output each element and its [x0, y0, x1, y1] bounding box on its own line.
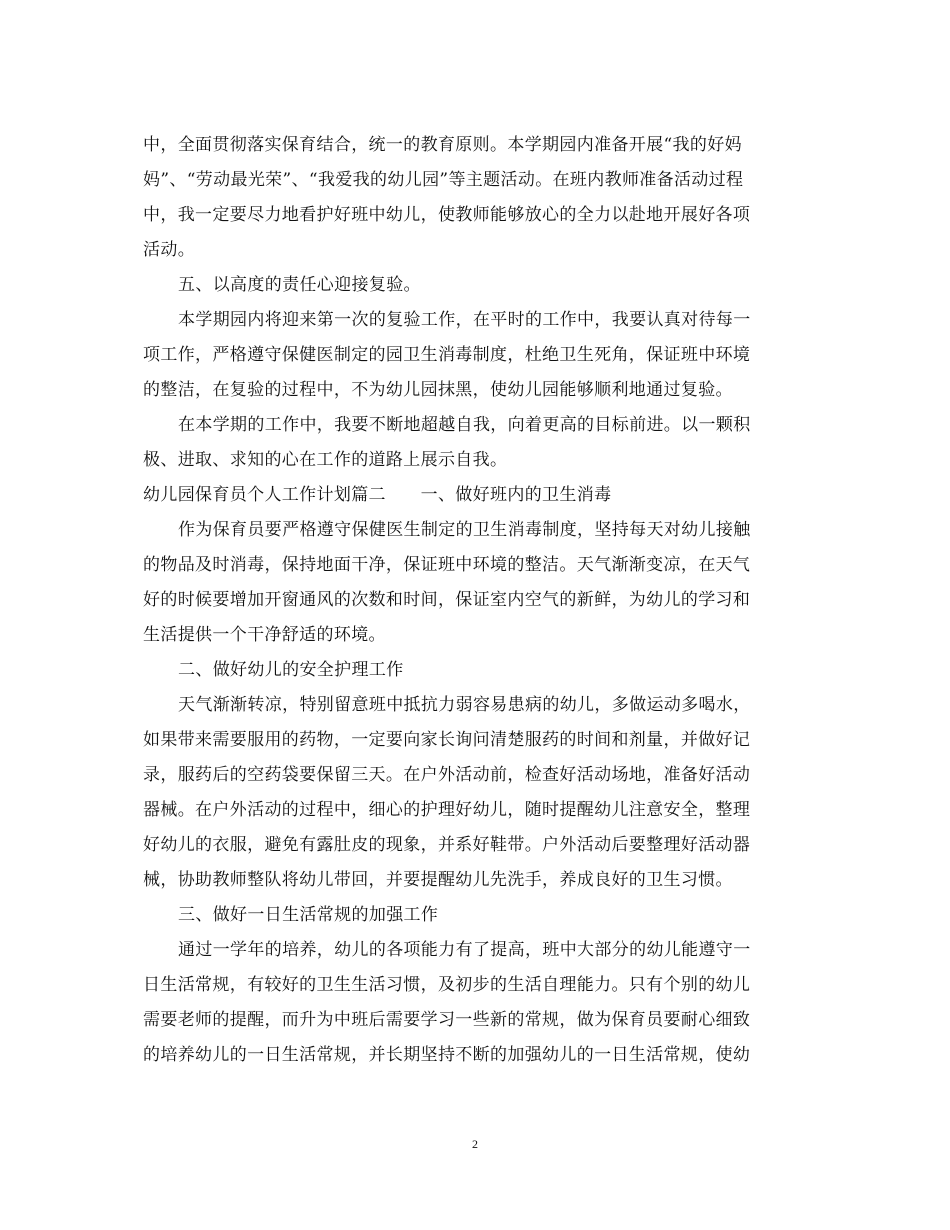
text-line: 五、以高度的责任心迎接复验。 — [178, 275, 421, 295]
text-line: 作为保育员要严格遵守保健医生制定的卫生消毒制度，坚持每天对幼儿接触 — [178, 520, 751, 540]
text-line: 器械。在户外活动的过程中，细心的护理好幼儿，随时提醒幼儿注意安全，整理 — [143, 800, 751, 820]
text-line: 日生活常规，有较好的卫生生活习惯，及初步的生活自理能力。只有个别的幼儿 — [143, 975, 751, 995]
text-line: 本学期园内将迎来第一次的复验工作，在平时的工作中，我要认真对待每一 — [178, 310, 751, 330]
text-line: 在本学期的工作中，我要不断地超越自我，向着更高的目标前进。以一颗积 — [178, 415, 751, 435]
text-line: 如果带来需要服用的药物，一定要向家长询问清楚服药的时间和剂量，并做好记 — [143, 730, 751, 750]
text-line: 的培养幼儿的一日生活常规，并长期坚持不断的加强幼儿的一日生活常规，使幼 — [143, 1045, 751, 1065]
text-line: 极、进取、求知的心在工作的道路上展示自我。 — [143, 450, 508, 470]
text-line: 录，服药后的空药袋要保留三天。在户外活动前，检查好活动场地，准备好活动 — [143, 765, 751, 785]
text-line: 好幼儿的衣服，避免有露肚皮的现象，并系好鞋带。户外活动后要整理好活动器 — [143, 835, 751, 855]
text-line: 三、做好一日生活常规的加强工作 — [178, 905, 439, 925]
text-line: 通过一学年的培养，幼儿的各项能力有了提高，班中大部分的幼儿能遵守一 — [178, 940, 751, 960]
text-line: 中，我一定要尽力地看护好班中幼儿，使教师能够放心的全力以赴地开展好各项 — [143, 205, 751, 225]
text-line: 天气渐渐转凉，特别留意班中抵抗力弱容易患病的幼儿，多做运动多喝水， — [178, 695, 751, 715]
text-line: 项工作，严格遵守保健医制定的园卫生消毒制度，杜绝卫生死角，保证班中环境 — [143, 345, 751, 365]
text-line: 活动。 — [143, 240, 196, 260]
text-line: 幼儿园保育员个人工作计划篇二 一、做好班内的卫生消毒 — [143, 485, 612, 505]
text-line: 二、做好幼儿的安全护理工作 — [178, 660, 404, 680]
text-line: 械，协助教师整队将幼儿带回，并要提醒幼儿先洗手，养成良好的卫生习惯。 — [143, 870, 733, 890]
text-line: 中，全面贯彻落实保育结合，统一的教育原则。本学期园内准备开展“我的好妈 — [143, 135, 742, 155]
text-line: 的物品及时消毒，保持地面干净，保证班中环境的整洁。天气渐渐变凉，在天气 — [143, 555, 751, 575]
text-line: 妈”、“劳动最光荣”、“我爱我的幼儿园”等主题活动。在班内教师准备活动过程 — [143, 170, 744, 190]
text-line: 的整洁，在复验的过程中，不为幼儿园抹黑，使幼儿园能够顺利地通过复验。 — [143, 380, 733, 400]
text-line: 生活提供一个干净舒适的环境。 — [143, 625, 386, 645]
text-line: 好的时候要增加开窗通风的次数和时间，保证室内空气的新鲜，为幼儿的学习和 — [143, 590, 751, 610]
document-body — [143, 128, 803, 1073]
text-line: 需要老师的提醒，而升为中班后需要学习一些新的常规，做为保育员要耐心细致 — [143, 1010, 751, 1030]
page-number: 2 — [472, 1137, 478, 1151]
